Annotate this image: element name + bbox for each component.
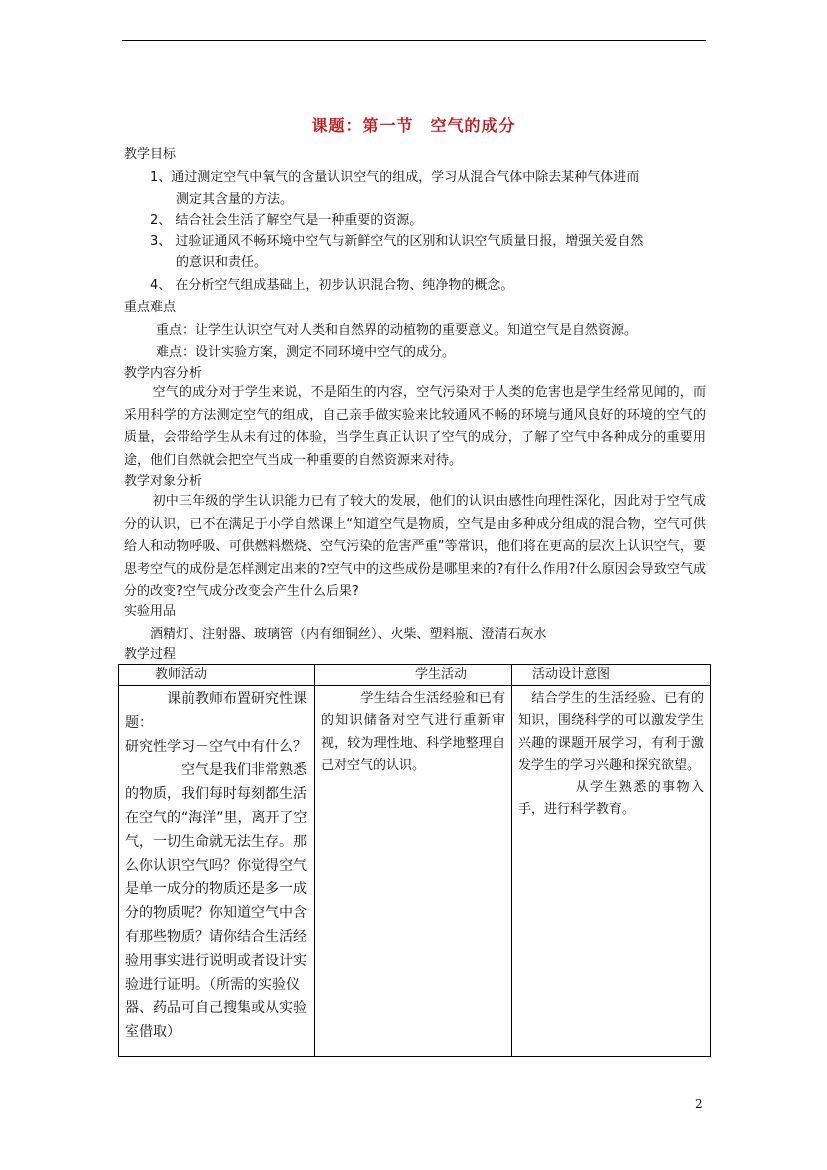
design-intent-cell: [512, 686, 711, 1057]
process-heading: 教学过程: [124, 647, 177, 662]
col-header-student: 学生活动: [315, 665, 512, 686]
student-analysis-heading: 教学对象分析: [124, 474, 203, 489]
teacher-activity-text: 课前教师布置研究性课题：: [125, 691, 307, 731]
table-row: [119, 686, 711, 1057]
student-activity-text: 学生结合生活经验和已有的知识储备对空气进行重新审视，较为理性地、科学地整理自己对空气的认识。: [321, 691, 505, 773]
page-number: 2: [695, 1097, 703, 1111]
materials-heading: 实验用品: [124, 604, 177, 619]
materials-text: 酒精灯、注射器、玻璃管（内有细铜丝）、火柴、塑料瓶、澄清石灰水: [150, 627, 547, 642]
objective-item: 测定其含量的方法。: [176, 192, 294, 207]
design-intent-text: 从学生熟悉的事物入手，进行科学教育。: [518, 780, 704, 818]
focus-text: 重点：让学生认识空气对人类和自然界的动植物的重要意义。知道空气是自然资源。: [156, 323, 638, 338]
process-table: [118, 664, 711, 1057]
student-analysis-text: 初中三年级的学生认识能力已有了较大的发展，他们的认识由感性向理性深化，因此对于空气成分的认识，已不在满足于小学自然课上“知道空气是物质，空气是由多种成分组成的混合物，空气可供给人和动物呼吸、可供燃料燃烧、空气污染的危害严重”等常识，他们将在更高的层次上认识空气，要思考空气的成份是怎样测定出来的?空气中的这些成份是哪里来的?有什么作用?什么原因会导致空气成分的改变?空气成分改变会产生什么后果?: [124, 494, 706, 599]
header-rule: [122, 40, 706, 41]
objective-item: 2、 结合社会生活了解空气是一种重要的资源。: [150, 213, 423, 228]
teacher-activity-cell: [119, 686, 315, 1057]
lesson-title: 课题：第一节 空气的成分: [311, 116, 516, 135]
teacher-activity-text: 研究性学习－空气中有什么？: [125, 738, 307, 755]
table-header-row: [119, 665, 711, 686]
teacher-activity-text: 空气是我们非常熟悉的物质，我们每时每刻都生活在空气的“海洋”里，离开了空气，一切生命就无法生存。那么你认识空气吗？你觉得空气是单一成分的物质还是多一成分的物质呢？你知道空气中含有那些物质？请你结合生活经验用事实进行说明或者设计实验进行证明。（所需的实验仪器、药品可自己搜集或从实验室借取）: [125, 762, 308, 1041]
objective-item: 1、通过测定空气中氧气的含量认识空气的组成，学习从混合气体中除去某种气体进而: [150, 170, 640, 185]
difficulty-text: 难点：设计实验方案，测定不同环境中空气的成分。: [156, 345, 456, 360]
objectives-heading: 教学目标: [124, 147, 177, 162]
col-header-teacher: 教师活动: [119, 665, 315, 686]
col-header-intent: 活动设计意图: [512, 665, 711, 686]
objective-item: 的意识和责任。: [176, 255, 268, 270]
objective-item: 3、 过验证通风不畅环境中空气与新鲜空气的区别和认识空气质量日报，增强关爱自然: [150, 234, 644, 249]
content-analysis-text: 空气的成分对于学生来说，不是陌生的内容，空气污染对于人类的危害也是学生经常见闻的，而采用科学的方法测定空气的组成，自己亲手做实验来比较通风不畅的环境与通风良好的环境的空气的质量，会带给学生从未有过的体验，当学生真正认识了空气的成分，了解了空气中各种成分的重要用途，他们自然就会把空气当成一种重要的自然资源来对待。: [124, 385, 706, 468]
key-points-heading: 重点难点: [124, 300, 177, 315]
design-intent-text: 结合学生的生活经验、已有的知识，围绕科学的可以激发学生兴趣的课题开展学习，有利于激发学生的学习兴趣和探究欲望。: [518, 691, 704, 773]
content-analysis-heading: 教学内容分析: [124, 366, 203, 381]
student-activity-cell: [315, 686, 512, 1057]
objective-item: 4、 在分析空气组成基础上，初步认识混合物、纯净物的概念。: [150, 278, 514, 293]
